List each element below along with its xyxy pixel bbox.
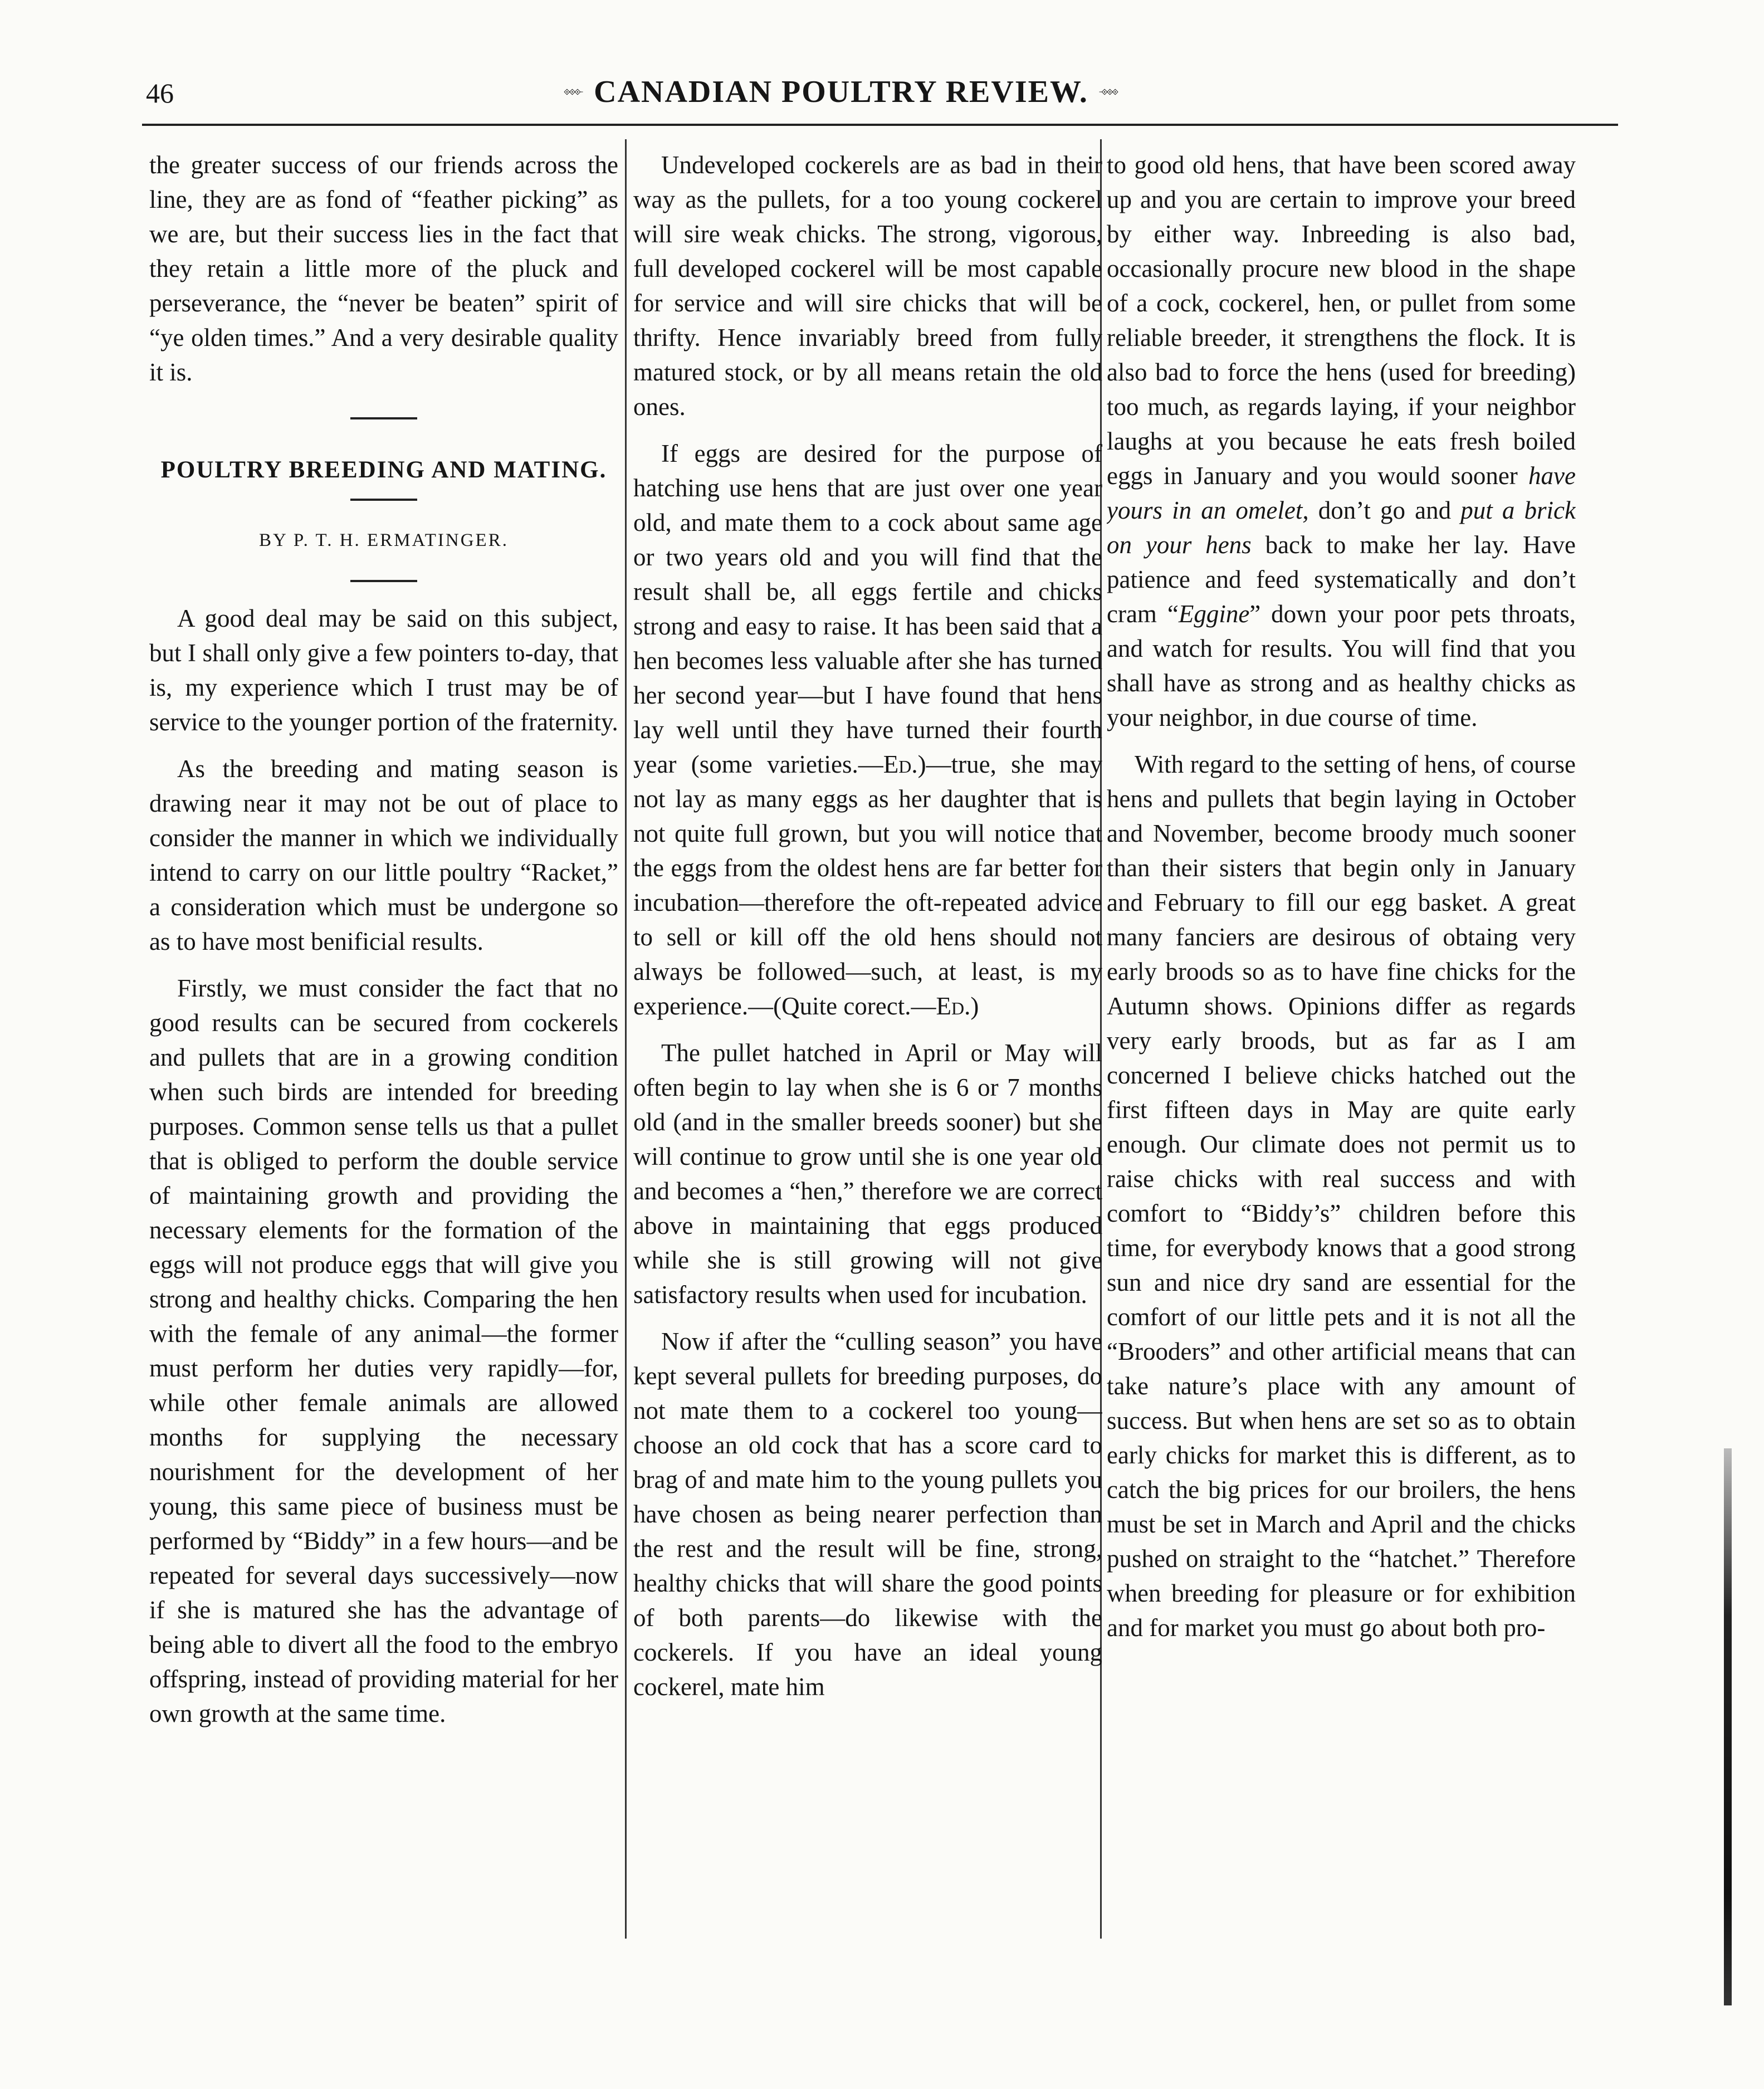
page-number: 46 (146, 77, 174, 109)
column-3 (1107, 148, 1576, 1964)
right-ornament-icon (1098, 75, 1120, 109)
article-title: POULTRY BREEDING AND MATING. (160, 457, 607, 483)
journal-title: CANADIAN POULTRY REVIEW. (594, 75, 1088, 109)
paragraph: A good deal may be said on this subject, but I shall only give a few pointers to-day, that is, my experience which I trust may be of service to the younger portion of the fraternity. (149, 604, 618, 736)
header-rule (142, 124, 1618, 126)
text-run: If eggs are desired for the purpose of hatching use hens that are just over one year old, and mate them to a cock about same age or two years old and you will find that the result shall be, all eggs fertile and chicks strong and easy to raise. It has been said that a hen becomes less valuable after she has turned her second year—but I have found that hens lay well until they have turned their fourth year (some varieties.— (633, 440, 1102, 778)
column-rule-1 (625, 139, 627, 1939)
italic-run: put a brick on your hens (1107, 496, 1576, 559)
byline-divider (350, 580, 417, 582)
title-divider (350, 499, 417, 501)
paragraph: Firstly, we must consider the fact that no good results can be secured from cockerels and pullets that are in a growing condition when such birds are intended for breeding purposes. Common sense tells us that a pullet that is obliged to perform the double service of maintaining growth and providing the necessary elements for the formation of the eggs will not produce eggs that will give you strong and healthy chicks. Comparing the hen with the female of any animal—the former must perform her duties very rapidly—for, while other female animals are allowed months for supplying the necessary nourishment for the development of her young, this same piece of business must be performed by “Biddy” in a few hours—and be repeated for several days successively—now if she is matured she has the advantage of being able to divert all the food to the embryo offspring, instead of providing material for her own growth at the same time. (149, 974, 618, 1727)
italic-run: Eggine (1178, 600, 1250, 628)
paragraph: Now if after the “culling season” you have kept several pullets for breeding purposes, do not mate them to a cockerel too young—choose an old cock that has a score card to brag of and mate him to the young pullets you have chosen as being nearer perfection than the rest and the result will be fine, strong, healthy chicks that will share the good points of both parents—do likewise with the cockerels. If you have an ideal young cockerel, mate him (633, 1327, 1102, 1701)
paragraph (633, 436, 1102, 1023)
column-1 (149, 148, 618, 1964)
column-2 (633, 148, 1102, 1964)
text-run: ” down your poor pets throats, and watch for results. You will find that you shall have as strong and as healthy chicks as your neighbor, in due course of time. (1107, 600, 1576, 731)
text-run: back to make her lay. Have patience and feed systematically and don’t cram “ (1107, 531, 1576, 628)
italic-run: have yours in an omelet, (1107, 462, 1576, 524)
byline: BY P. T. H. ERMATINGER. (259, 530, 509, 550)
left-ornament-icon (563, 75, 584, 109)
scan-edge-artifact (1724, 1448, 1732, 2005)
paragraph (1107, 148, 1576, 735)
text-run: to good old hens, that have been scored away up and you are certain to improve your breed by either way. Inbreeding is also bad, occasionally procure new blood in the shape of a cock, cockerel, hen, or pullet from some reliable breeder, it strengthens the flock. It is also bad to force the hens (used for breeding) too much, as regards laying, if your neighbor laughs at you because he eats fresh boiled eggs in January and you would sooner (1107, 151, 1576, 490)
editor-mark: Ed. (883, 750, 918, 778)
paragraph: As the breeding and mating season is drawing near it may not be out of place to consider the manner in which we individually intend to carry on our little poultry “Racket,” a consideration which must be undergone so as to have most benificial results. (149, 755, 618, 955)
text-run: don’t go and (1308, 496, 1461, 524)
paragraph: the greater success of our friends across the line, they are as fond of “feather picking” as we are, but their success lies in the fact that they retain a little more of the pluck and perseverance, the “never be beaten” spirit of “ye olden times.” And a very desirable quality it is. (149, 151, 618, 386)
editor-mark: Ed. (936, 992, 971, 1020)
masthead (563, 67, 1120, 117)
section-divider (350, 417, 417, 419)
paragraph: Undeveloped cockerels are as bad in their way as the pullets, for a too young cockerel will sire weak chicks. The strong, vigorous, full developed cockerel will be most capable for service and will sire chicks that will be thrifty. Hence invariably breed from fully matured stock, or by all means retain the old ones. (633, 151, 1102, 421)
text-run: ) (970, 992, 979, 1020)
paragraph: The pullet hatched in April or May will often begin to lay when she is 6 or 7 months old (and in the smaller breeds sooner) but she will continue to grow until she is one year old and becomes a “hen,” therefore we are correct above in maintaining that eggs produced while she is still growing will not give satisfactory results when used for incubation. (633, 1039, 1102, 1309)
text-run: )—true, she may not lay as many eggs as her daughter that is not quite full grown, but you will notice that the eggs from the oldest hens are far better for incubation—therefore the oft-repeated advice to sell or kill off the old hens should not always be followed—such, at least, is my experience.—(Quite corect.— (633, 750, 1102, 1020)
paragraph: With regard to the setting of hens, of course hens and pullets that begin laying in October and November, become broody much sooner than their sisters that begin only in January and February to fill our egg basket. A great many fanciers are desirous of obtaing very early broods so as to have fine chicks for the Autumn shows. Opinions differ as regards very early broods, but as far as I am concerned I believe chicks hatched out the first fifteen days in May are quite early enough. Our climate does not permit us to raise chicks with real success and with comfort to “Biddy’s” children before this time, for everybody knows that a good strong sun and nice dry sand are essential for the comfort of our little pets and it is not all the “Brooders” and other artificial means that can take nature’s place with any amount of success. But when hens are set so as to obtain early chicks for market this is different, as to catch the big prices for our broilers, the hens must be set in March and April and the chicks pushed on straight to the “hatchet.” Therefore when breeding for pleasure or for exhibition and for market you must go about both pro- (1107, 750, 1576, 1642)
